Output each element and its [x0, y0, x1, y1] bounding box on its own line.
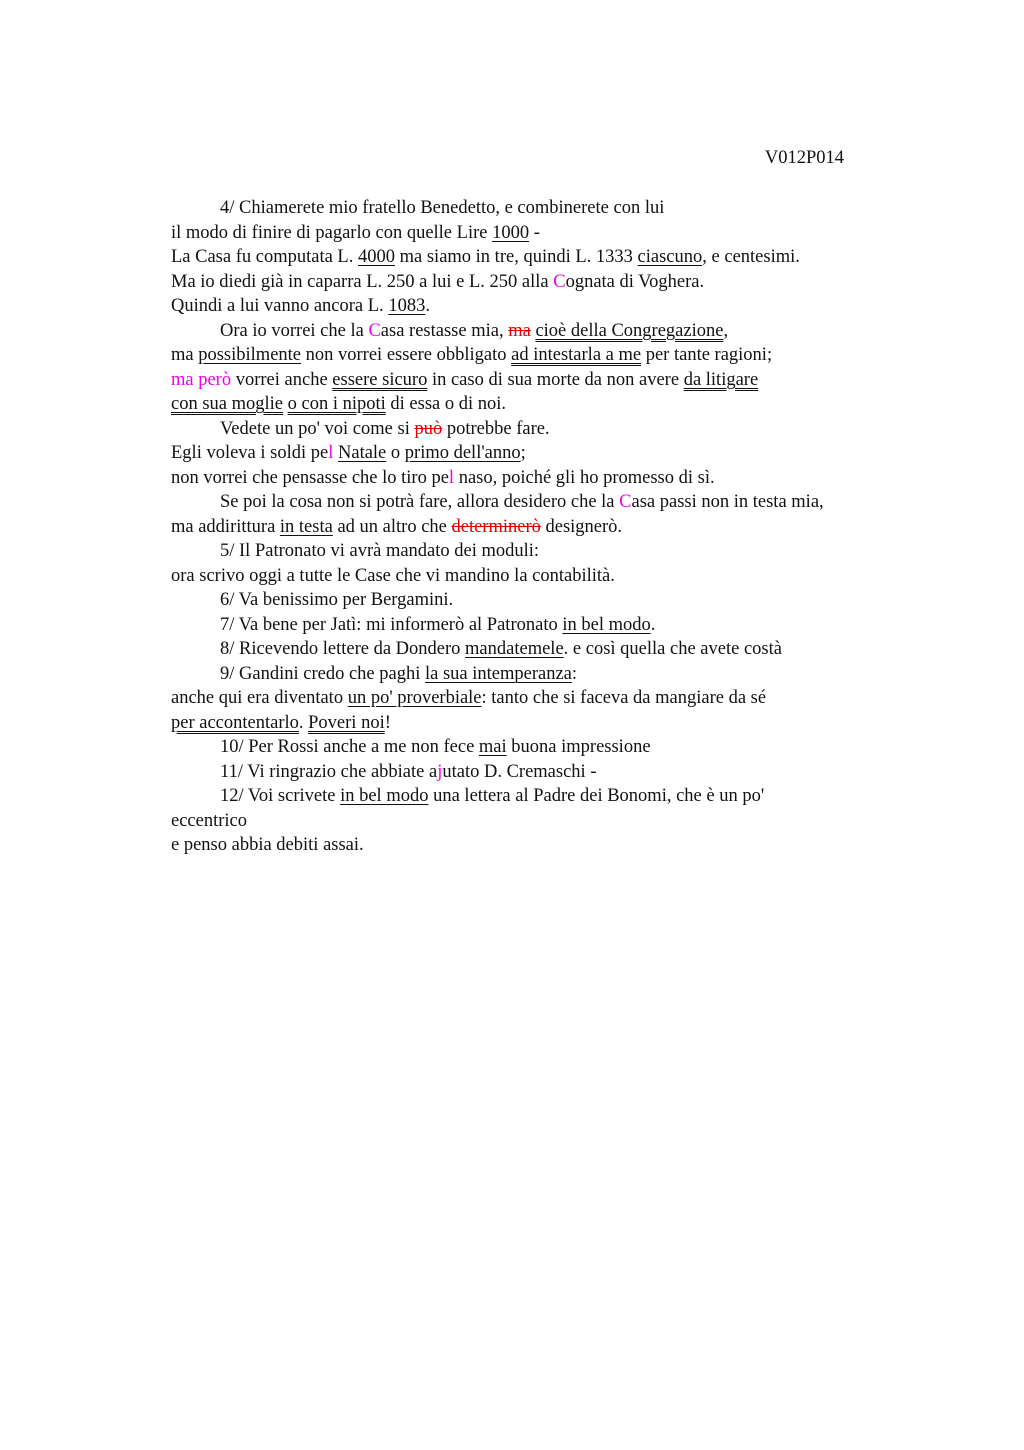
text-run: 4/ Chiamerete mio fratello Benedetto, e combinerete con lui: [220, 198, 665, 218]
underlined-text: 4000: [358, 247, 395, 267]
text-run: . e così quella che avete costà: [563, 639, 782, 659]
double-underlined-text: con sua moglie: [171, 394, 284, 414]
text-run: .: [650, 614, 656, 635]
text-run: o: [386, 443, 405, 463]
inserted-text: l: [328, 443, 334, 463]
text-run: asa restasse mia,: [380, 320, 509, 341]
text-run: ognata di Voghera.: [565, 271, 705, 292]
underlined-text: la sua intemperanza: [424, 663, 572, 684]
text-line: [171, 784, 911, 809]
text-run: Se poi la cosa non si potrà fare, allora desidero che la: [220, 492, 620, 512]
text-line: [171, 294, 911, 319]
inserted-text: C: [619, 492, 632, 512]
text-line: [171, 833, 911, 858]
underlined-text: 1083: [388, 296, 426, 316]
text-run: e penso abbia debiti assai.: [171, 835, 364, 855]
text-run: 11/ Vi ringrazio che abbiate a: [220, 761, 438, 782]
underlined-text: ciascuno: [637, 247, 703, 267]
text-run: ma siamo in tre, quindi L. 1333: [395, 247, 638, 267]
text-run: asa passi non in testa mia,: [631, 492, 824, 512]
underlined-text: Natale: [338, 443, 387, 463]
underlined-text: un po' proverbiale: [347, 688, 482, 708]
underlined-text: primo dell'anno: [404, 443, 521, 463]
double-underlined-text: essere sicuro: [332, 369, 428, 390]
text-run: potrebbe fare.: [442, 418, 550, 439]
text-line: [171, 319, 911, 344]
inserted-text: ma però: [171, 369, 232, 390]
double-underlined-text: o con i nipoti: [287, 394, 386, 414]
text-line: [171, 490, 911, 515]
inserted-text: j: [437, 761, 443, 782]
text-run: vorrei anche: [231, 369, 333, 390]
text-run: !: [384, 712, 391, 733]
text-run: il modo di finire di pagarlo con quelle Lire: [171, 222, 493, 243]
text-run: 12/ Voi scrivete: [220, 786, 341, 806]
deleted-text: determinerò: [451, 516, 541, 537]
deleted-text: ma: [508, 320, 531, 341]
text-run: ma addirittura: [171, 516, 280, 537]
text-run: ma: [171, 345, 199, 365]
text-run: buona impressione: [506, 737, 651, 757]
text-line: [171, 539, 911, 564]
text-line: [171, 368, 911, 393]
text-run: non vorrei essere obbligato: [301, 345, 512, 365]
underlined-text: possibilmente: [198, 345, 302, 365]
text-run: di essa o di noi.: [385, 394, 507, 414]
text-run: 5/ Il Patronato vi avrà mandato dei moduli:: [220, 541, 540, 561]
text-run: .: [425, 296, 430, 316]
text-run: 10/ Per Rossi anche a me non fece: [220, 737, 479, 757]
text-run: :: [571, 663, 578, 684]
text-line: [171, 515, 911, 540]
text-line: [171, 221, 911, 246]
text-run: Ma io diedi già in caparra L. 250 a lui e L. 250 alla: [171, 271, 554, 292]
text-run: ,: [723, 320, 729, 341]
text-line: [171, 466, 911, 491]
underlined-text: 1000: [492, 222, 530, 243]
double-underlined-text: Poveri noi: [308, 712, 385, 733]
text-run: ;: [520, 443, 526, 463]
text-run: in caso di sua morte da non avere: [427, 369, 684, 390]
text-line: [171, 760, 911, 785]
text-run: utato D. Cremaschi -: [442, 761, 597, 782]
text-run: non vorrei che pensasse che lo tiro pe: [171, 467, 449, 488]
text-line: [171, 564, 911, 589]
text-run: , e centesimi.: [702, 247, 800, 267]
text-run: Quindi a lui vanno ancora L.: [171, 296, 389, 316]
inserted-text: C: [368, 320, 381, 341]
text-line: [171, 809, 911, 834]
double-underlined-text: cioè della Congregazione: [535, 320, 724, 341]
text-line: [171, 417, 911, 442]
underlined-text: mandatemele: [465, 639, 564, 659]
text-run: naso, poiché gli ho promesso di sì.: [454, 467, 715, 488]
text-run: eccentrico: [171, 810, 247, 831]
text-run: .: [298, 712, 309, 733]
text-line: [171, 343, 911, 368]
double-underlined-text: da litigare: [683, 369, 759, 390]
page-reference: V012P014: [764, 148, 844, 168]
text-run: designerò.: [540, 516, 623, 537]
text-run: ad un altro che: [332, 516, 452, 537]
text-line: [171, 637, 911, 662]
text-run: : tanto che si faceva da mangiare da sé: [481, 688, 767, 708]
text-run: 9/ Gandini credo che paghi: [220, 663, 425, 684]
underlined-text: in bel modo: [340, 786, 429, 806]
text-run: Egli voleva i soldi pe: [171, 443, 329, 463]
text-line: [171, 441, 911, 466]
double-underlined-text: ad intestarla a me: [511, 345, 642, 365]
text-run: 7/ Va bene per Jatì: mi informerò al Patronato: [220, 614, 563, 635]
text-run: 8/ Ricevendo lettere da Dondero: [220, 639, 466, 659]
text-run: ora scrivo oggi a tutte le Case che vi mandino la contabilità.: [171, 565, 615, 586]
double-underlined-text: per accontentarlo: [171, 712, 299, 733]
inserted-text: C: [553, 271, 566, 292]
text-run: una lettera al Padre dei Bonomi, che è un po': [428, 786, 765, 806]
text-run: Ora io vorrei che la: [220, 320, 369, 341]
letter-body: [171, 196, 911, 858]
text-run: anche qui era diventato: [171, 688, 348, 708]
text-run: Vedete un po' voi come si: [220, 418, 415, 439]
text-line: [171, 662, 911, 687]
text-line: [171, 196, 911, 221]
underlined-text: in bel modo: [562, 614, 651, 635]
text-line: [171, 270, 911, 295]
deleted-text: può: [414, 418, 443, 439]
text-run: 6/ Va benissimo per Bergamini.: [220, 590, 454, 610]
text-line: [171, 392, 911, 417]
text-line: [171, 711, 911, 736]
underlined-text: in testa: [279, 516, 333, 537]
text-line: [171, 588, 911, 613]
text-line: [171, 686, 911, 711]
text-run: -: [529, 222, 540, 243]
underlined-text: mai: [478, 737, 507, 757]
text-line: [171, 735, 911, 760]
text-line: [171, 613, 911, 638]
text-run: La Casa fu computata L.: [171, 247, 358, 267]
text-line: [171, 245, 911, 270]
text-run: per tante ragioni;: [641, 345, 773, 365]
inserted-text: l: [448, 467, 455, 488]
